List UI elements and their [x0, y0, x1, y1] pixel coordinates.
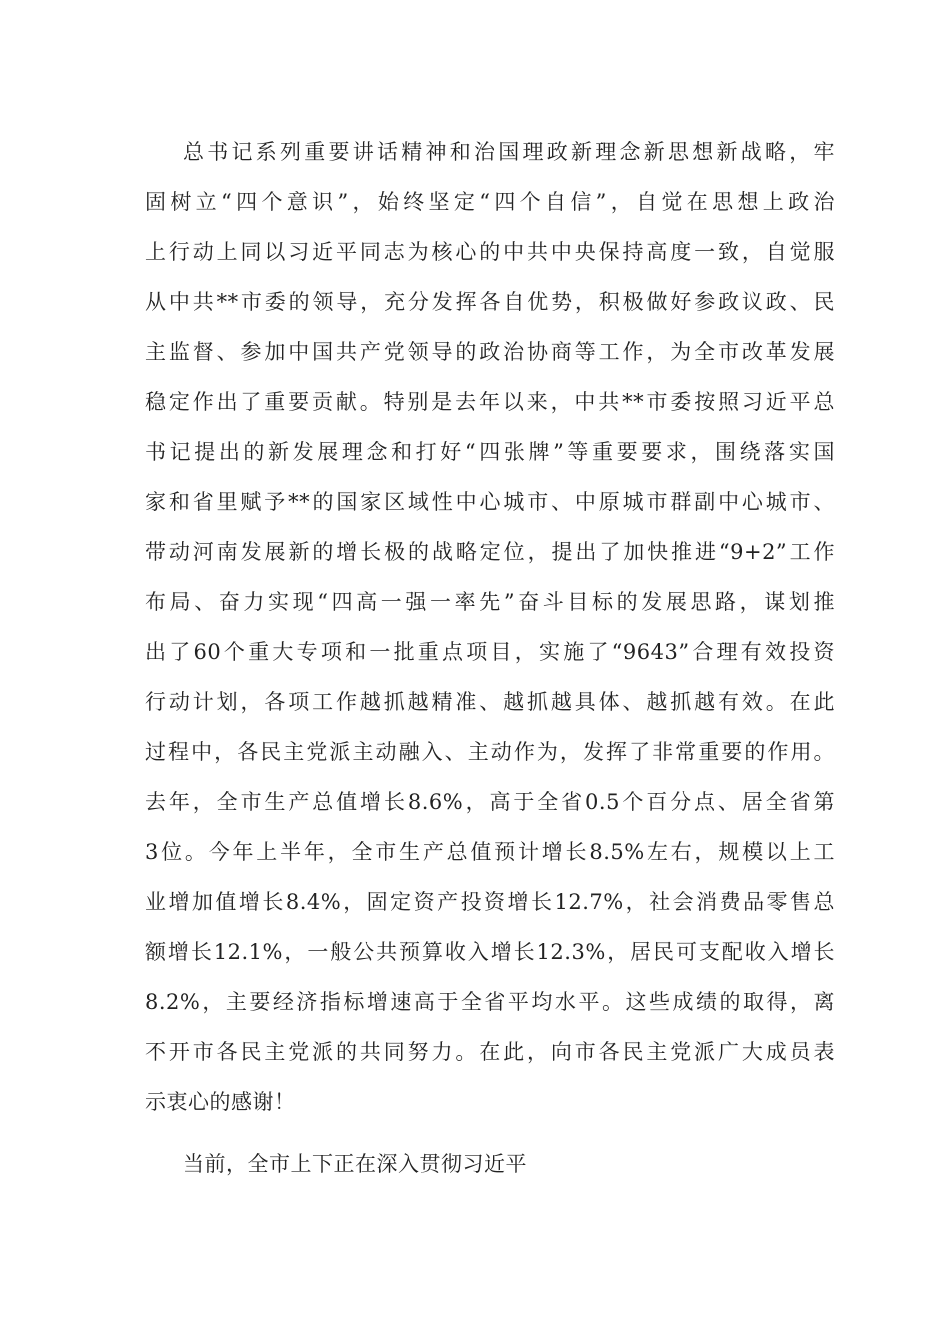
text-line: 书记提出的新发展理念和打好“四张牌”等重要要求，围绕落实国: [145, 440, 835, 464]
text-line: 当前，全市上下正在深入贯彻习近平: [183, 1152, 527, 1176]
text-line: 家和省里赋予**的国家区域性中心城市、中原城市群副中心城市、: [145, 490, 835, 514]
text-line: 去年，全市生产总值增长8.6%，高于全省0.5个百分点、居全省第: [145, 790, 835, 814]
text-line: 上行动上同以习近平同志为核心的中共中央保持高度一致，自觉服: [145, 240, 835, 264]
text-line: 布局、奋力实现“四高一强一率先”奋斗目标的发展思路，谋划推: [145, 590, 835, 614]
text-line: 过程中，各民主党派主动融入、主动作为，发挥了非常重要的作用。: [145, 740, 835, 764]
paragraph-gap: [145, 1127, 835, 1139]
text-line: 固树立“四个意识”，始终坚定“四个自信”，自觉在思想上政治: [145, 190, 835, 214]
text-line: 不开市各民主党派的共同努力。在此，向市各民主党派广大成员表: [145, 1040, 835, 1064]
text-line: 8.2%，主要经济指标增速高于全省平均水平。这些成绩的取得，离: [145, 990, 835, 1014]
text-line: 3位。今年上半年，全市生产总值预计增长8.5%左右，规模以上工: [145, 840, 835, 864]
paragraph: [145, 127, 835, 1127]
body-text: [145, 127, 835, 1189]
text-line: 主监督、参加中国共产党领导的政治协商等工作，为全市改革发展: [145, 340, 835, 364]
text-line: 带动河南发展新的增长极的战略定位，提出了加快推进“9+2”工作: [145, 540, 835, 564]
text-line: 总书记系列重要讲话精神和治国理政新理念新思想新战略，牢: [183, 140, 835, 164]
text-line: 行动计划，各项工作越抓越精准、越抓越具体、越抓越有效。在此: [145, 690, 835, 714]
text-line: 从中共**市委的领导，充分发挥各自优势，积极做好参政议政、民: [145, 290, 835, 314]
text-line: 额增长12.1%，一般公共预算收入增长12.3%，居民可支配收入增长: [145, 940, 835, 964]
text-line: 业增加值增长8.4%，固定资产投资增长12.7%，社会消费品零售总: [145, 890, 835, 914]
text-line: 示衷心的感谢！: [145, 1090, 296, 1114]
paragraph: [145, 1139, 835, 1189]
text-line: 稳定作出了重要贡献。特别是去年以来，中共**市委按照习近平总: [145, 390, 835, 414]
text-line: 出了60个重大专项和一批重点项目，实施了“9643”合理有效投资: [145, 640, 835, 664]
